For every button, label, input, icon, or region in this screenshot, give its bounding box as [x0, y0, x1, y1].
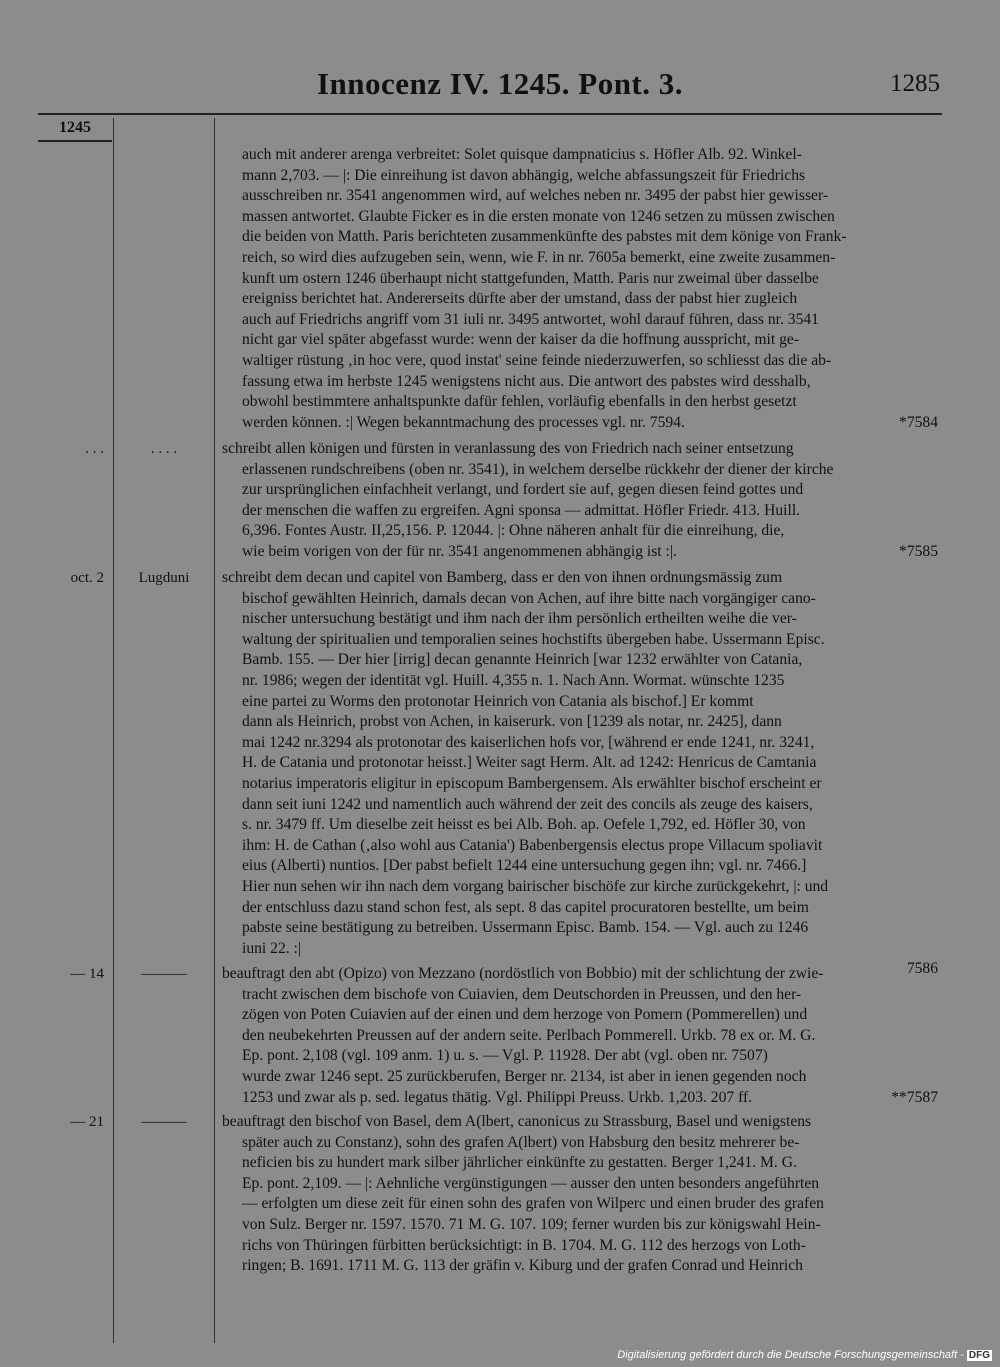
entry-text [222, 439, 938, 563]
entry-line: zur ursprünglichen einfachheit verlangt, und fordert sie auf, gegen diesen feind gottes und [242, 481, 804, 499]
entry-number: *7585 [893, 542, 938, 563]
entry-text [222, 964, 938, 1108]
entry-place: . . . . [150, 441, 178, 457]
entry-date: oct. 2 [70, 570, 104, 586]
entry-line: auch mit anderer arenga verbreitet: Solet quisque dampnaticius s. Höfler Alb. 92. Winkel- [242, 146, 802, 163]
entry-line: waltung der spiritualien und temporalien seines hochstifts übergeben habe. Ussermann Episc. [242, 630, 825, 648]
entry-place: ——— [141, 966, 187, 982]
entry-line: mai 1242 nr.3294 als protonotar des kaiserlichen hofs vor, [während er ende 1241, nr. 3241, [242, 733, 815, 751]
entry-line: neficien bis zu hundert mark silber jährlicher einkünfte zu gestatten. Berger 1,241. M. G. [242, 1154, 797, 1172]
dfg-logo: DFG [968, 1350, 990, 1361]
column-divider-date [113, 118, 114, 1343]
entry-line: dann als Heinrich, probst von Achen, in kaiserurk. von [1239 als notar, nr. 2425], dann [242, 713, 782, 731]
year-label: 1245 [38, 116, 112, 142]
entry-line: eine partei zu Worms den protonotar Heinrich von Catania als bischof.] Er kommt [242, 692, 754, 710]
entry-line: waltiger rüstung ‚in hoc vere, quod instat' seine feinde niederzuwerfen, so schliesst das die ab- [242, 351, 832, 369]
entry-line: erlassenen rundschreibens (oben nr. 3541), in welchem derselbe rückkehr der diener der kirche [242, 460, 834, 478]
entry-line: massen antwortet. Glaubte Ficker es in die ersten monate von 1246 setzen zu müssen zwischen [242, 207, 835, 225]
entry-line: notarius imperatoris eligitur in episcopum Bambergensem. Als erwählter bischof erscheint er [242, 774, 822, 792]
entry-line: fassung etwa im herbste 1245 wenigstens nicht aus. Die antwort des pabstes wird desshalb, [242, 372, 811, 390]
entry-number: **7587 [885, 1088, 938, 1109]
entry-line: kunft um ostern 1246 überhaupt nicht stattgefunden, Matth. Paris nur zweimal über dasselbe [242, 269, 819, 287]
entry-line: nicht gar viel später abgefasst wurde: wenn der kaiser da die hoffnung ausspricht, mit ge- [242, 331, 800, 349]
entry-line: wurde zwar 1246 sept. 25 zurückberufen, Berger nr. 2134, ist aber in ienen gegenden noch [242, 1067, 807, 1085]
entry-line: ereigniss berichtet hat. Andererseits dürfte aber der umstand, dass der pabst hier zugleich [242, 290, 798, 308]
entry-place: ——— [141, 1114, 187, 1130]
entry-line: dann seit iuni 1242 und namentlich auch während der zeit des concils als zeuge des kaisers, [242, 795, 813, 813]
entry-line: die beiden von Matth. Paris berichteten zusammenkünfte des pabstes mit dem könige von Frank- [242, 228, 847, 246]
entry-line: H. de Catania und protonotar heisst.] Weiter sagt Herm. Alt. ad 1242: Henricus de Camtania [242, 754, 817, 772]
entry-line: ihm: H. de Cathan (‚also wohl aus Catania') Babenbergensis electus prope Villacum spoliavit [242, 836, 823, 854]
entry-text [222, 1112, 938, 1277]
entry-date: — 14 [70, 966, 104, 982]
entry-line: obwohl bestimmtere anhaltspunkte dafür fehlen, vorläufig ebenfalls in den herbst gesetzt [242, 393, 797, 411]
entry-line: Ep. pont. 2,108 (vgl. 109 anm. 1) u. s. — Vgl. P. 11928. Der abt (vgl. oben nr. 7507) [242, 1047, 768, 1065]
entry-line: Hier nun sehen wir ihn nach dem vorgang bairischer bischöfe zur kirche zurückgekehrt, |: und [242, 877, 829, 895]
entry-line: iuni 22. :| [242, 939, 302, 957]
entry-line: wie beim vorigen von der für nr. 3541 angenommenen abhängig ist :|. [242, 542, 677, 560]
page-header [0, 66, 1000, 106]
entry-date: . . . [85, 441, 104, 457]
entry-line: nr. 1986; wegen der identität vgl. Huill. 4,355 n. 1. Nach Ann. Wormat. wünschte 1235 [242, 671, 785, 689]
entry-line: Bamb. 155. — Der hier [irrig] decan genannte Heinrich [war 1232 erwählter von Catania, [242, 651, 803, 669]
entry-line: schreibt allen königen und fürsten in veranlassung des von Friedrich nach seiner entsetzung [222, 440, 794, 457]
entry-line: beauftragt den bischof von Basel, dem A(lbert, canonicus zu Strassburg, Basel und wenigstens [222, 1113, 812, 1130]
entry-line: reich, so wird dies aufzugeben sein, wenn, wie F. in nr. 7605a bemerkt, eine zweite zusammen- [242, 248, 836, 266]
page-number: 1285 [890, 70, 940, 97]
footer-text: Digitalisierung gefördert durch die Deutsche Forschungsgemeinschaft - [617, 1349, 964, 1361]
entry-line: schreibt dem decan und capitel von Bamberg, dass er den von ihnen ordnungsmässig zum [222, 569, 783, 586]
entry-line: später auch zu Constanz), sohn des grafen A(lbert) von Habsburg den besitz mehrerer be- [242, 1133, 800, 1151]
entry-line: tracht zwischen dem bischofe von Cuiavien, dem Deutschorden in Preussen, und den her- [242, 985, 802, 1003]
entry-place: Lugduni [138, 570, 190, 586]
entry-line: bischof gewählten Heinrich, damals decan von Achen, auf ihre bitte nach vorgängiger cano- [242, 589, 816, 607]
entry-line: ausschreiben nr. 3541 angenommen wird, auf welches neben nr. 3495 der pabst hier gewisser- [242, 187, 829, 205]
entry-line: — erfolgten um diese zeit für einen sohn des grafen von Wilperc und einen bruder des grafen [242, 1195, 824, 1213]
entry-line: mann 2,703. — |: Die einreihung ist davon abhängig, welche abfassungszeit für Friedrichs [242, 166, 806, 184]
entry-line: s. nr. 3479 ff. Um dieselbe zeit heisst es bei Alb. Boh. ap. Oefele 1,792, ed. Höfler 30, von [242, 816, 806, 834]
entry-date: — 21 [70, 1114, 104, 1130]
entry-line: ringen; B. 1691. 1711 M. G. 113 der gräfin v. Kiburg und der grafen Conrad und Heinrich [242, 1257, 803, 1275]
entry-line: den neubekehrten Preussen auf der andern seite. Perlbach Pommerell. Urkb. 78 ex or. M. G. [242, 1026, 816, 1044]
entry-line: 1253 und zwar als p. sed. legatus thätig. Vgl. Philippi Preuss. Urkb. 1,203. 207 ff. [242, 1088, 753, 1106]
entry-number: *7584 [893, 413, 938, 434]
entry-line: nischer untersuchung bestätigt und ihm nach der ihm persönlich ertheilten weihe die ver- [242, 610, 797, 628]
entry-line: zögen von Poten Cuiavien auf der einen und dem herzoge von Pomern (Pommerellen) und [242, 1006, 808, 1024]
entry-line: werden können. :| Wegen bekanntmachung des processes vgl. nr. 7594. [242, 413, 685, 431]
entry-line: von Sulz. Berger nr. 1597. 1570. 71 M. G. 107. 109; ferner wurden bis zur königswahl Hein- [242, 1215, 821, 1233]
entry-line: Ep. pont. 2,109. — |: Aehnliche vergünstigungen — ausser den unten besonders angeführten [242, 1174, 820, 1192]
page-title: Innocenz IV. 1245. Pont. 3. [316, 66, 684, 101]
entry-line: eius (Alberti) nuntios. [Der pabst befielt 1244 eine untersuchung gegen ihn; vgl. nr. 7466.] [242, 857, 807, 875]
entry-line: der entschluss dazu stand schon fest, als sept. 8 das capitel procuratoren bestellte, um beim [242, 898, 809, 916]
entry-line: pabste seine bestätigung zu betreiben. Ussermann Episc. Bamb. 154. — Vgl. auch zu 1246 [242, 919, 809, 937]
entry-line: 6,396. Fontes Austr. II,25,156. P. 12044. |: Ohne näheren anhalt für die einreihung, die, [242, 522, 785, 540]
entry-text [222, 145, 938, 433]
entry-line: beauftragt den abt (Opizo) von Mezzano (nordöstlich von Bobbio) mit der schlichtung der zwie- [222, 965, 824, 982]
footer-credit [617, 1349, 992, 1361]
entry-line: richs von Thüringen fürbitten berücksichtigt: in B. 1704. M. G. 112 des herzogs von Loth- [242, 1236, 806, 1254]
header-rule [38, 113, 942, 115]
entry-line: auch auf Friedrichs angriff vom 31 iuli nr. 3495 antwortet, wohl darauf führen, dass nr. 3541 [242, 310, 819, 328]
column-divider-place [214, 118, 215, 1343]
entry-number: 7586 [901, 959, 938, 980]
entry-line: der menschen die waffen zu ergreifen. Agni sponsa — admittat. Höfler Friedr. 413. Huill. [242, 501, 801, 519]
